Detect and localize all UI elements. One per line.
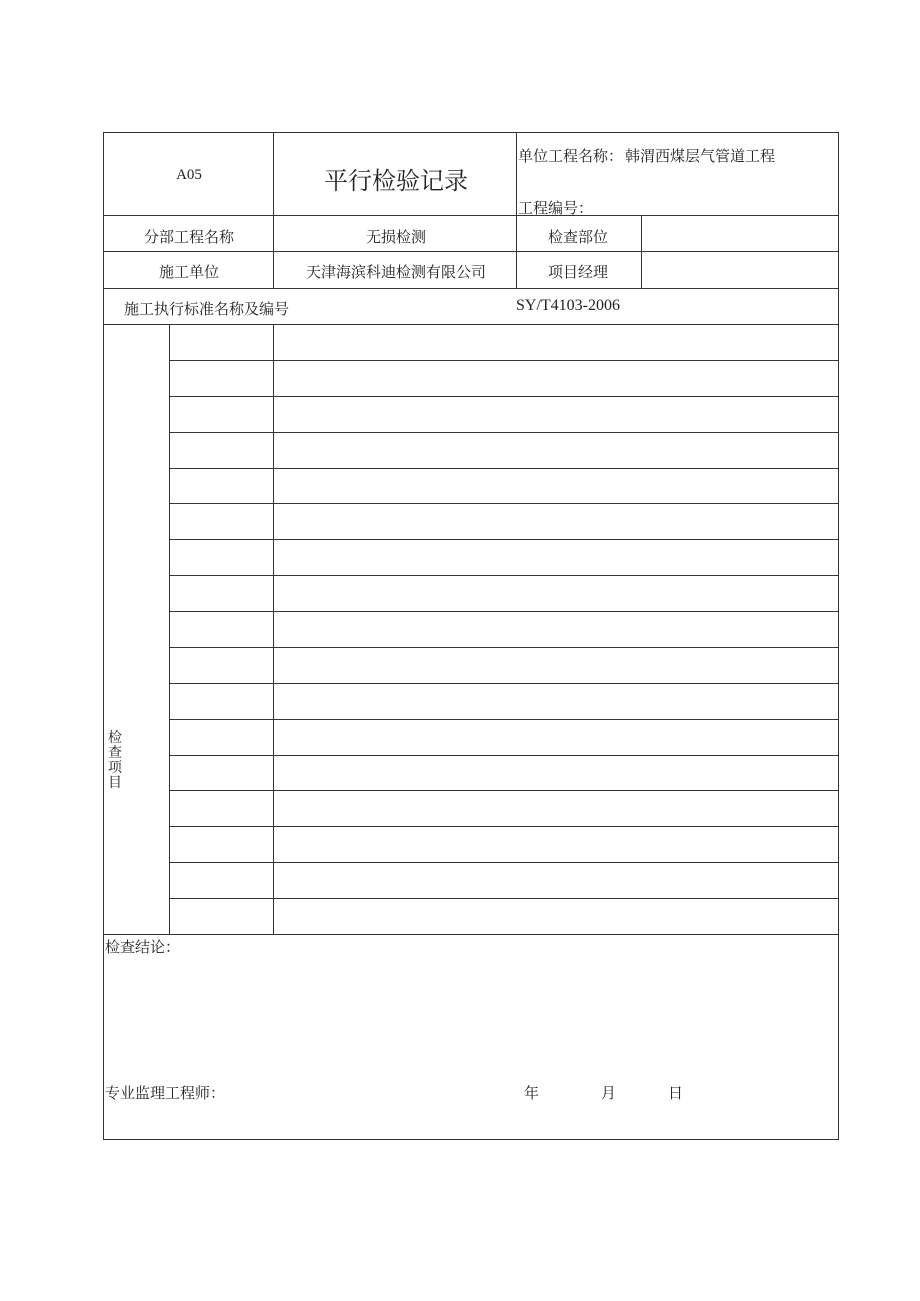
conclusion-field[interactable] [105, 957, 837, 1077]
manager-label: 项目经理 [547, 265, 609, 281]
engineer-label: 专业监理工程师： [105, 1086, 226, 1102]
standard-value: SY/T4103-2006 [516, 297, 620, 314]
divider [104, 934, 838, 935]
item-name-cell[interactable] [170, 720, 273, 754]
item-name-cell[interactable] [170, 756, 273, 790]
manager-field[interactable] [642, 252, 838, 287]
item-name-cell[interactable] [170, 469, 273, 503]
item-name-cell[interactable] [170, 612, 273, 646]
item-result-cell[interactable] [274, 863, 838, 897]
sub-project-label: 分部工程名称 [143, 230, 235, 246]
inspection-label-char: 目 [108, 775, 122, 791]
unit-project-label: 单位工程名称： [518, 149, 624, 165]
inspection-label-char: 检 [108, 730, 122, 746]
form-title: 平行检验记录 [324, 169, 468, 195]
divider [104, 288, 838, 289]
item-name-cell[interactable] [170, 899, 273, 933]
inspection-items-label [108, 731, 124, 791]
day-label: 日 [668, 1086, 684, 1102]
item-name-cell[interactable] [170, 433, 273, 467]
item-result-cell[interactable] [274, 612, 838, 646]
item-result-cell[interactable] [274, 504, 838, 538]
item-result-cell[interactable] [274, 899, 838, 933]
item-result-cell[interactable] [274, 684, 838, 718]
item-name-cell[interactable] [170, 397, 273, 431]
item-result-cell[interactable] [274, 648, 838, 682]
item-result-cell[interactable] [274, 361, 838, 395]
item-result-cell[interactable] [274, 756, 838, 790]
item-name-cell[interactable] [170, 791, 273, 825]
project-no-field[interactable] [592, 195, 832, 213]
year-label: 年 [524, 1086, 540, 1102]
project-no-label: 工程编号： [518, 201, 594, 217]
item-result-cell[interactable] [274, 469, 838, 503]
inspect-part-label: 检查部位 [547, 230, 609, 246]
item-result-cell[interactable] [274, 325, 838, 359]
item-name-cell[interactable] [170, 863, 273, 897]
standard-label: 施工执行标准名称及编号 [124, 302, 290, 318]
month-label: 月 [601, 1086, 617, 1102]
contractor-value: 天津海滨科迪检测有限公司 [305, 265, 487, 281]
conclusion-label: 检查结论： [105, 940, 181, 956]
inspect-part-field[interactable] [642, 216, 838, 251]
item-name-cell[interactable] [170, 684, 273, 718]
item-name-cell[interactable] [170, 648, 273, 682]
item-name-cell[interactable] [170, 361, 273, 395]
inspection-label-char: 项 [108, 760, 122, 776]
item-name-cell[interactable] [170, 540, 273, 574]
item-name-cell[interactable] [170, 827, 273, 861]
sub-project-value: 无损检测 [365, 230, 427, 246]
unit-project-name: 韩渭西煤层气管道工程 [625, 149, 776, 165]
item-result-cell[interactable] [274, 540, 838, 574]
inspection-record-form [103, 132, 839, 1140]
item-result-cell[interactable] [274, 827, 838, 861]
item-name-cell[interactable] [170, 576, 273, 610]
item-name-cell[interactable] [170, 325, 273, 359]
item-result-cell[interactable] [274, 720, 838, 754]
item-result-cell[interactable] [274, 576, 838, 610]
item-result-cell[interactable] [274, 433, 838, 467]
item-name-cell[interactable] [170, 504, 273, 538]
contractor-label: 施工单位 [158, 265, 220, 281]
inspection-label-char: 查 [108, 745, 122, 761]
divider [273, 133, 274, 215]
divider [516, 133, 517, 288]
item-result-cell[interactable] [274, 397, 838, 431]
item-result-cell[interactable] [274, 791, 838, 825]
form-code: A05 [176, 167, 202, 183]
